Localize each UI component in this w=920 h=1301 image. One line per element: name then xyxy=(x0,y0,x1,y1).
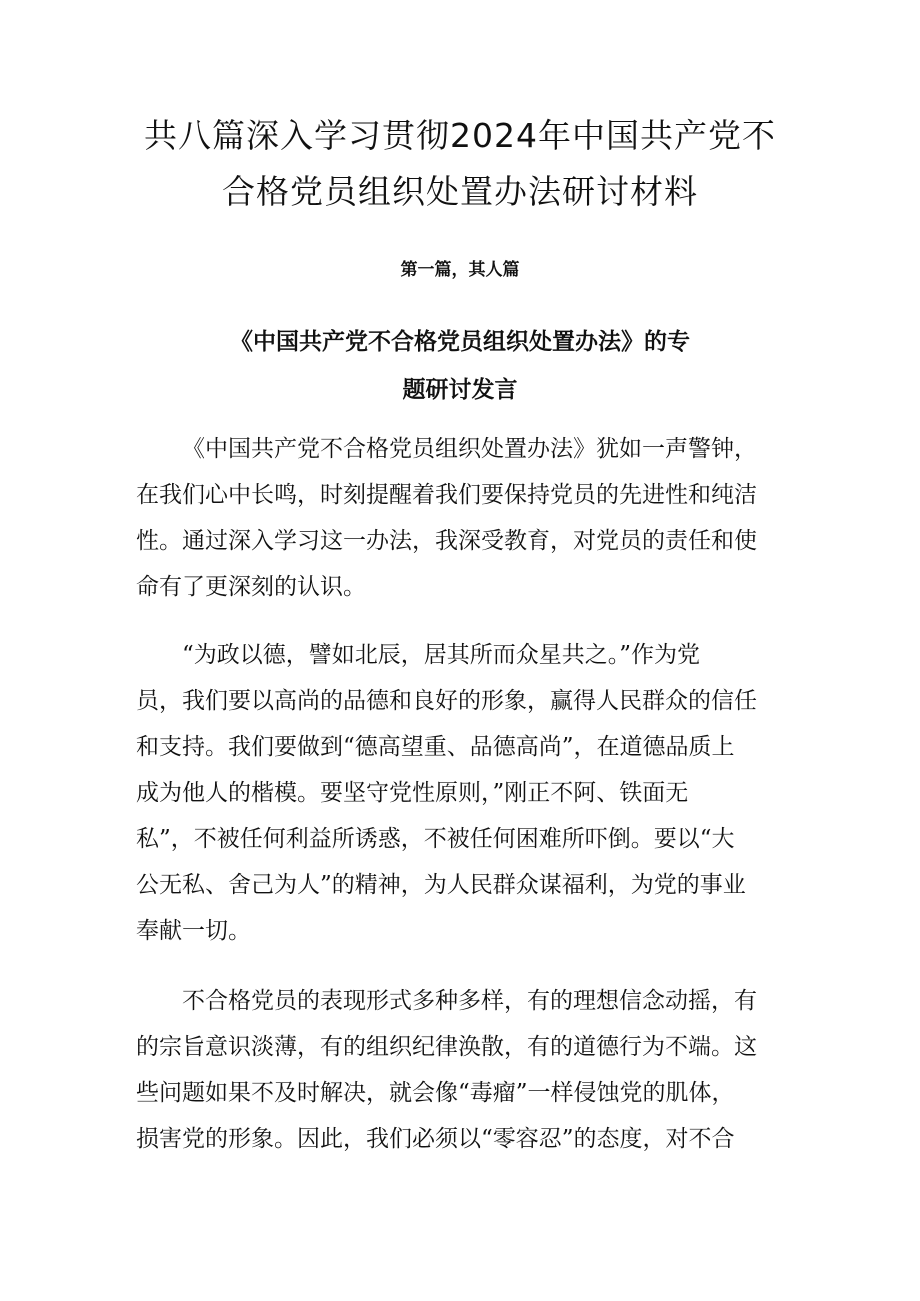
paragraph-line: 的宗旨意识淡薄，有的组织纪律涣散，有的道德行为不端。这 xyxy=(136,1034,757,1060)
document-title-line: 共八篇深入学习贯彻2024年中国共产党不 xyxy=(144,116,776,155)
paragraph-line: 员，我们要以高尚的品德和良好的形象，赢得人民群众的信任 xyxy=(136,688,757,714)
paragraph-line: 不合格党员的表现形式多种多样，有的理想信念动摇，有 xyxy=(182,988,757,1014)
paragraph-line: 和支持。我们要做到“德高望重、品德高尚”，在道德品质上 xyxy=(136,734,735,760)
body-paragraph xyxy=(136,978,796,1162)
body-paragraph xyxy=(136,426,796,610)
paragraph-line: 损害党的形象。因此，我们必须以“零容忍”的态度，对不合 xyxy=(136,1126,735,1152)
document-title-line: 合格党员组织处置办法研讨材料 xyxy=(222,172,698,211)
paragraph-line: “为政以德，譬如北辰，居其所而众星共之。”作为党 xyxy=(182,642,701,668)
paragraph-line: 性。通过深入学习这一办法，我深受教育，对党员的责任和使 xyxy=(136,528,757,554)
paragraph-line: 些问题如果不及时解决，就会像“毒瘤”一样侵蚀党的肌体， xyxy=(136,1080,735,1106)
paragraph-line: 私”，不被任何利益所诱惑，不被任何困难所吓倒。要以“大 xyxy=(136,826,735,852)
paragraph-line: 命有了更深刻的认识。 xyxy=(136,574,366,600)
speech-title-line: 题研讨发言 xyxy=(402,376,518,403)
paragraph-line: 奉献一切。 xyxy=(136,918,251,944)
paragraph-line: 公无私、舍己为人”的精神，为人民群众谋福利，为党的事业 xyxy=(136,872,746,898)
paragraph-line: 成为他人的楷模。要坚守党性原则，”刚正不阿、铁面无 xyxy=(136,780,689,806)
paragraph-line: 在我们心中长鸣，时刻提醒着我们要保持党员的先进性和纯洁 xyxy=(136,482,757,508)
document-title xyxy=(120,108,800,220)
speech-title xyxy=(120,318,800,414)
speech-title-line: 《中国共产党不合格党员组织处置办法》的专 xyxy=(230,328,690,355)
section-label: 第一篇，其人篇 xyxy=(400,260,520,280)
body-paragraph xyxy=(136,632,796,954)
paragraph-line: 《中国共产党不合格党员组织处置办法》犹如一声警钟， xyxy=(182,436,757,462)
